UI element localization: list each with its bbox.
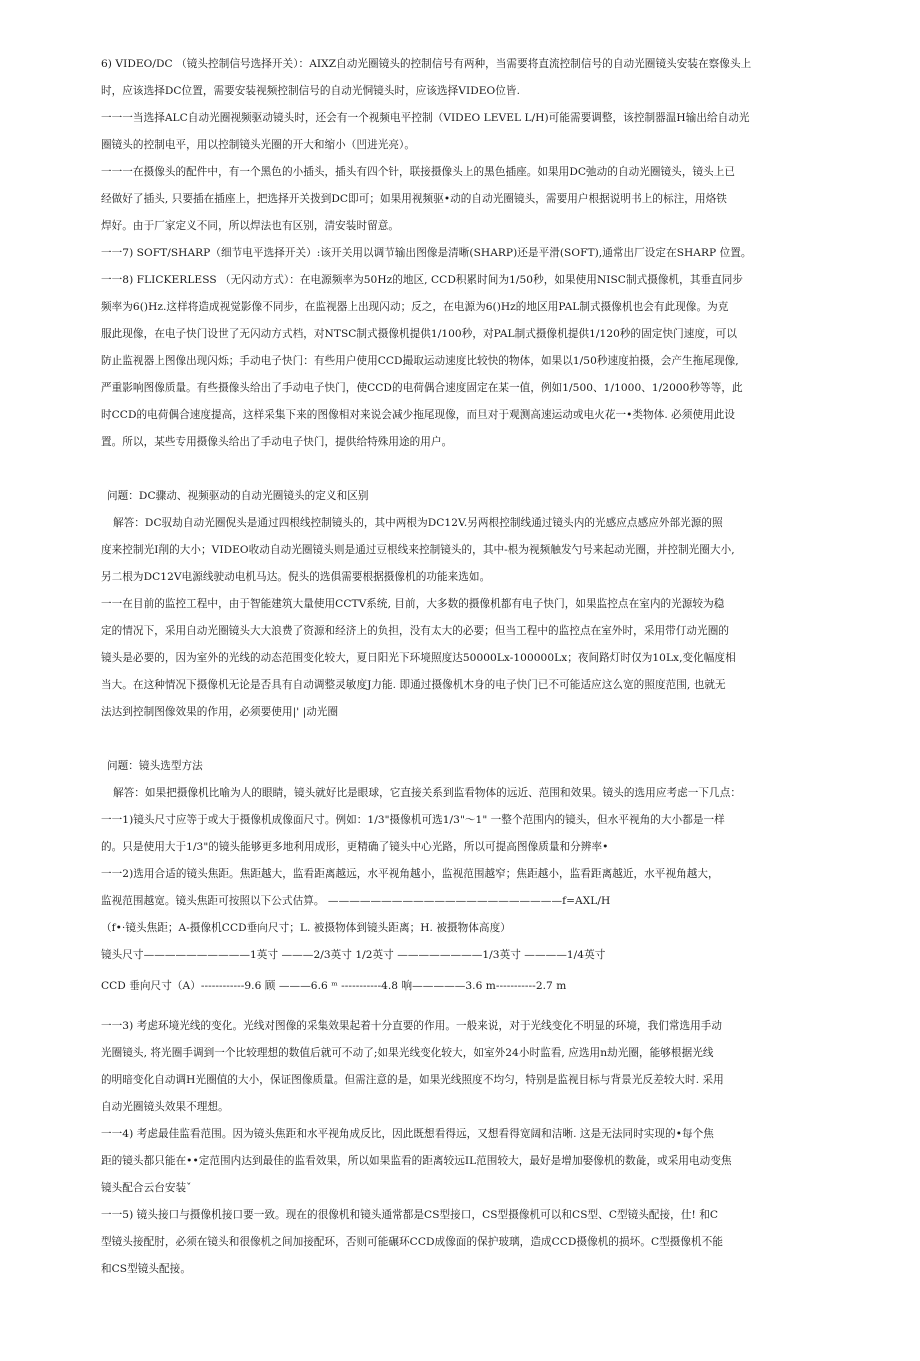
question-heading: 问题：镜头选型方法 <box>107 760 203 772</box>
paragraph-line: 服此现像，在电子快门设世了无闪动方式档，对NTSC制式摄像机提供1/100秒，对PAL制式摄像机提供1/120秒的固定快门速度，可以 <box>101 328 737 340</box>
paragraph-line: 法达到控制图像效果的作用，必须要使用|' |动光圈 <box>101 706 339 718</box>
paragraph-line: 一一8) FLICKERLESS （无闪动方式）：在电源频率为50Hz的地区, CCD积累时间为1/50秒，如果使用NISC制式摄像机，其垂直同步 <box>101 274 744 286</box>
ccd-size-row: CCD 垂向尺寸（A）------------9.6 顾 ———6.6 ᵐ -----------4.8 响—————3.6 m-----------2.7 m <box>101 980 567 992</box>
paragraph-line: 时，应该选择DC位置，需要安装视频控制信号的自动光恫镜头时，应该选择VIDEO位皆. <box>101 85 520 97</box>
paragraph-line: 一一一在摄像头的配件中，有一个黑色的小插头，插头有四个针，联接摄像头上的黑色插座。如果用DC弛动的自动光圈镜头，镜头上已 <box>101 166 736 178</box>
paragraph-line: 圈镜头的控制电平，用以控制镜头光圈的开大和缩小（凹进光亮）。 <box>101 139 416 151</box>
paragraph-line: 一一一当选择ALC自动光圈视频驱动镜头时，还会有一个视频电平控制（VIDEO LEVEL L/H)可能需要调整，该控制器温H输出给自动光 <box>101 112 750 124</box>
answer-line: 解答：DC驭劫自动光圈倪头是通过四根线控制镜头的，其中两根为DC12V.另两根控制线通过镜头内的光感应点感应外部光源的照 <box>113 517 723 529</box>
answer-line: 解答：如果把摄像机比喻为人的眼睛，镜头就好比是眼球，它直接关系到监看物体的远近、范围和效果。镜头的选用应考虑一下几点： <box>113 787 741 799</box>
formula-legend: （f•·镜头焦距；A-摄像机CCD垂向尺寸；L. 被摄物体到镜头距离；H. 被摄物体高度） <box>101 922 511 934</box>
paragraph-line: 和CS型镜头配接。 <box>101 1263 191 1275</box>
paragraph-line: 6) VIDEO/DC （镜头控制信号选择开关）：AIXZ自动光圈镜头的控制信号有两种，当需要将直流控制信号的自动光圈镜头安装在察像头上 <box>101 58 752 70</box>
paragraph-line: 距的镜头都只能在••定范围内达到最佳的监看效果，所以如果监看的距离较远IL范围较大，最好是增加娶像机的数彘，或采用电动变焦 <box>101 1155 732 1167</box>
paragraph-line: 防止监视器上图像出现闪烁；手动电子快门：有些用户使用CCD撮取运动速度比较快的物体，如果以1/50秒速度拍摄，会产生拖尾现像, <box>101 355 739 367</box>
paragraph-line: 镜头配合云台安装ˇ <box>101 1182 192 1194</box>
paragraph-line: 一一在目前的监控工程中，由于智能建筑大量使用CCTV系统, 目前，大多数的摄像机都有电子快门，如果监控点在室内的光源较为稳 <box>101 598 725 610</box>
paragraph-line: 监视范围越宽。镜头焦距可按照以下公式估算。 ——————————————————————f=AXL/H <box>101 895 611 907</box>
paragraph-line: 严重影响图像质量。有些摄像头给出了手动电子快门，使CCD的电荷偶合速度固定在某一值，例如1/500、1/1000、1/2000秒等等，此 <box>101 382 743 394</box>
paragraph-line: 另二根为DC12V电源线驶动电机马达。倪头的选俱需要根据摄像机的功能来选如。 <box>101 571 491 583</box>
paragraph-line: 的。只是使用大于1/3"的镜头能够更多地利用成形，更精确了镜头中心光路，所以可提高图像质量和分辨率• <box>101 841 609 853</box>
paragraph-line: 镜头是必要的，因为室外的光线的动态范围变化较大，夏日阳光下环境照度达50000Lx-100000Lx；夜间路灯时仅为10Lx,变化幅度相 <box>101 652 736 664</box>
paragraph-line: 定的情况下，采用自动光圈镜头大大浪费了资源和经济上的负担，没有太大的必要；但当工程中的监控点在室外时，采用带仃动光圈的 <box>101 625 729 637</box>
paragraph-line: 当大。在这种情况下摄像机无论是否具有自动调整灵敏度J力能. 即通过摄像机木身的电子快门已不可能适应这么宽的照度范围, 也就无 <box>101 679 726 691</box>
paragraph-line: 一一7) SOFT/SHARP（细节电平选择开关）:该开关用以调节输出图像是清晰(SHARP)还是平滑(SOFT),通常出厂设定在SHARP 位置。 <box>101 247 752 259</box>
paragraph-line: 一一1)镜头尺寸应等于或大于摄像机成像面尺寸。例如：1/3"摄像机可选1/3"〜1" 一整个范围内的镜头，但水平视角的大小都是一样 <box>101 814 725 826</box>
paragraph-line: 频率为6()Hz.这样将造成视觉影像不同步，在监视器上出现闪动；反之，在电源为6()Hz的地区用PAL制式摄像机也会有此现像。为克 <box>101 301 729 313</box>
lens-size-row: 镜头尺寸——————————1英寸 ———2/3英寸 1/2英寸 ————————1/3英寸 ————1/4英寸 <box>101 949 606 961</box>
paragraph-line: 一一5) 镜头接口与摄像机接口要一致。现在的很像机和镜头通常都是CS型接口，CS型摄像机可以和CS型、C型镜头配接，仕! 和C <box>101 1209 718 1221</box>
paragraph-line: 光圈镜头, 将光圈手调到一个比较理想的数值后就可不动了;如果光线变化较大，如室外24小时监看, 应选用n劫光圈，能够根据光线 <box>101 1047 714 1059</box>
paragraph-line: 焊好。由于厂家定义不同，所以焊法也有区别，清安装时留意。 <box>101 220 400 232</box>
paragraph-line: 型镜头接配肘，必须在镜头和很像机之间加接配环，否则可能碾环CCD成像面的保护玻璃，造成CCD摄像机的损坏。C型摄像机不能 <box>101 1236 723 1248</box>
paragraph-line: 置。所以，某些专用摄像头给出了手动电子快门，提供给特殊用途的用户。 <box>101 436 453 448</box>
paragraph-line: 一一4) 考虑最佳监看范围。因为镜头焦距和水平视角成反比，因此既想看得远，又想看得宽阔和洁晰. 这是无法同时实现的•每个焦 <box>101 1128 714 1140</box>
paragraph-line: 一一2)选用合适的镜头焦距。焦距越大，监看距离越远，水平视角越小，监视范围越窄；焦距越小，监看距离越近，水平视角越大， <box>101 868 719 880</box>
question-heading: 问题：DC骤动、视频驱动的自动光圈镜头的定义和区别 <box>107 490 369 502</box>
paragraph-line: 自动光圈镜头效果不理想。 <box>101 1101 229 1113</box>
paragraph-line: 经做好了插头, 只要插在插座上，把选择开关拨到DC即可；如果用视频驱•动的自动光圈镜头，需要用户根据说明书上的标注，用烙铁 <box>101 193 727 205</box>
paragraph-line: 一一3) 考虑环境光线的变化。光线对图像的采集效果起着十分直要的作用。一般来说，对于光线变化不明显的环境，我们常选用手动 <box>101 1020 723 1032</box>
paragraph-line: 度来控制光I削的大小；VIDEO收动自动光圈镜头则是通过豆根线来控制镜头的，其中-根为视频触发勺号来起动光圈，并控制光圈大小, <box>101 544 735 556</box>
paragraph-line: 的明暗变化自动调H光圈值的大小，保证图像质量。但需注意的是，如果光线照度不均匀，特别是监视目标与背景光反差较大时. 采用 <box>101 1074 724 1086</box>
paragraph-line: 时CCD的电荷偶合速度提高，这样采集下来的图像相对来说会减少拖尾现像，而旦对于观测高速运动或电火花一•类物体. 必须使用此设 <box>101 409 736 421</box>
